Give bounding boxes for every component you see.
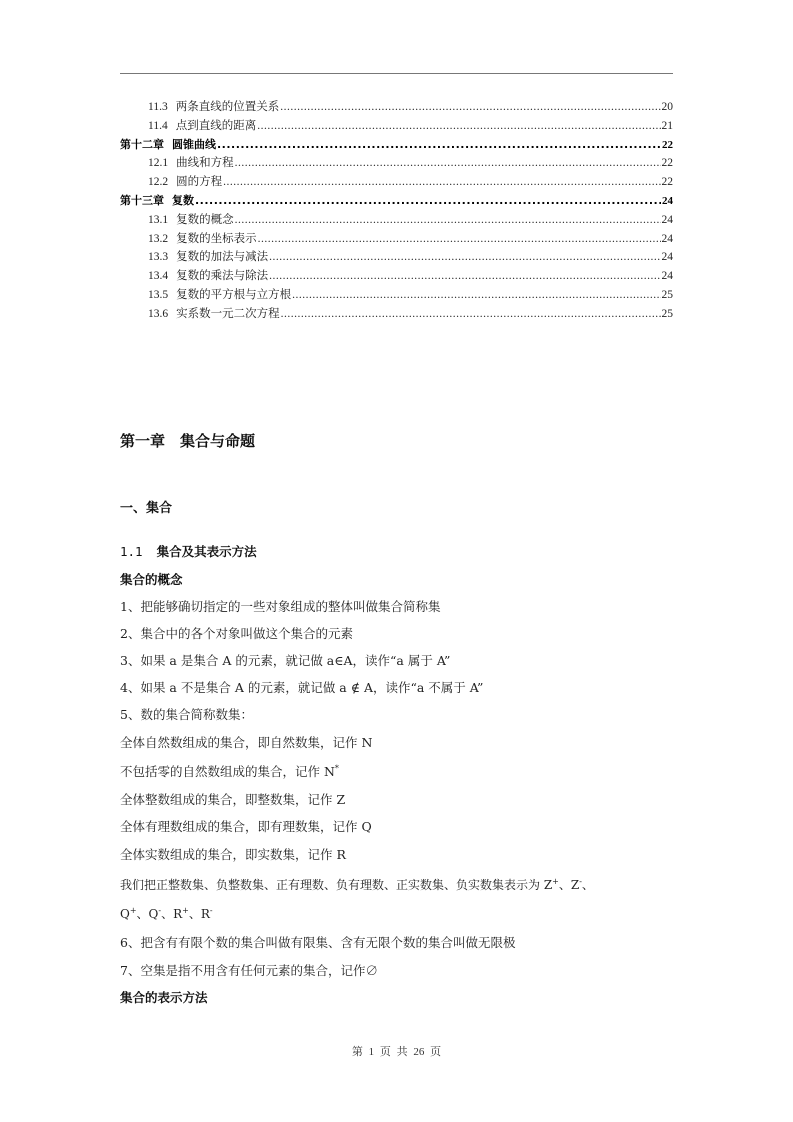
toc-entry[interactable] [120, 98, 673, 117]
r-symbol: 、R [188, 907, 210, 921]
notation-line-2 [120, 905, 213, 922]
toc-page-number: 22 [661, 176, 673, 189]
toc-title: 实系数一元二次方程 [176, 307, 280, 320]
set-line [120, 762, 339, 780]
list-item: 5、数的集合简称数集： [120, 707, 253, 722]
q-symbol: Q [120, 907, 130, 921]
toc-leader-dots [280, 101, 660, 113]
toc-title: 圆的方程 [176, 176, 223, 189]
toc-number: 13.3 [148, 251, 169, 264]
toc-leader-dots [235, 157, 661, 169]
toc-leader-dots [269, 251, 660, 263]
toc-leader-dots [217, 138, 661, 151]
toc-leader-dots [223, 176, 660, 188]
toc-title: 复数的加法与减法 [176, 251, 269, 264]
toc-number: 第十二章 [120, 137, 164, 151]
toc-page-number: 22 [661, 157, 673, 170]
toc-title: 复数的乘法与除法 [176, 270, 269, 283]
list-item: 1、把能够确切指定的一些对象组成的整体叫做集合简称集 [120, 599, 441, 614]
toc-leader-dots [269, 270, 660, 282]
r-symbol: 、R [161, 907, 183, 921]
notation-line [120, 876, 594, 893]
toc-entry[interactable] [120, 230, 673, 249]
set-line: 全体有理数组成的集合，即有理数集，记作 Q [120, 819, 372, 834]
toc-number: 第十三章 [120, 193, 164, 207]
toc-page-number: 20 [661, 101, 673, 113]
toc-title: 两条直线的位置关系 [175, 101, 280, 113]
toc-title: 曲线和方程 [176, 157, 234, 170]
toc-title: 复数的平方根与立方根 [176, 288, 292, 301]
set-line-text: 不包括零的自然数组成的集合，记作 N [120, 764, 335, 779]
toc-title: 复数 [172, 193, 194, 207]
section-heading: 一、集合 [120, 501, 173, 516]
toc-leader-dots [235, 214, 661, 226]
toc-number: 11.3 [148, 101, 168, 113]
sup-plus: + [182, 906, 189, 915]
toc-page-number: 24 [662, 194, 673, 207]
notation-text: 我们把正整数集、负整数集、正有理数、负有理数、正实数集、负实数集表示为 Z [120, 878, 553, 892]
toc-page-number: 25 [661, 307, 673, 320]
toc-number: 13.2 [148, 232, 169, 245]
sup-minus: - [209, 906, 213, 915]
toc-entry[interactable] [120, 248, 673, 267]
sup-plus: + [552, 877, 559, 886]
set-line: 全体整数组成的集合，即整数集，记作 Z [120, 792, 346, 807]
list-item: 3、如果 a 是集合 A 的元素，就记做 a∈A，读作“a 属于 A” [120, 653, 451, 668]
toc-entry[interactable] [120, 267, 673, 286]
toc-leader-dots [257, 120, 660, 132]
toc-leader-dots [281, 308, 661, 320]
toc-leader-dots [195, 194, 661, 207]
toc-entry[interactable] [120, 211, 673, 230]
toc-leader-dots [258, 233, 661, 245]
toc-page-number: 22 [662, 138, 673, 151]
toc-title: 复数的概念 [176, 213, 234, 226]
star-superscript: * [334, 763, 339, 773]
toc-chapter-entry[interactable] [120, 136, 673, 155]
sup-plus: + [129, 906, 137, 915]
set-line: 全体自然数组成的集合，即自然数集，记作 N [120, 735, 373, 750]
toc-entry[interactable] [120, 117, 673, 136]
subsection-title: 集合及其表示方法 [156, 544, 257, 559]
toc-page-number: 24 [661, 270, 673, 283]
representation-heading: 集合的表示方法 [120, 990, 208, 1005]
notation-end: 、 [581, 878, 594, 892]
header-rule [120, 73, 673, 74]
sup-minus: - [158, 906, 162, 915]
toc-page-number: 25 [661, 288, 673, 301]
q-symbol: 、Q [136, 907, 159, 921]
toc-title: 圆锥曲线 [172, 137, 216, 151]
toc-entry[interactable] [120, 173, 673, 192]
toc-leader-dots [292, 289, 660, 301]
concept-heading: 集合的概念 [120, 572, 183, 587]
table-of-contents [120, 98, 673, 324]
toc-page-number: 21 [661, 119, 673, 132]
subsection-number: 1.1 [120, 544, 143, 559]
toc-chapter-entry[interactable] [120, 192, 673, 211]
notation-sep: 、Z [558, 878, 580, 892]
toc-number: 13.1 [148, 213, 169, 226]
toc-number: 13.6 [148, 307, 169, 320]
page-footer: 第 1 页 共 26 页 [351, 1046, 442, 1058]
sup-minus: - [579, 877, 582, 886]
set-line: 全体实数组成的集合，即实数集，记作 R [120, 847, 346, 862]
toc-number: 12.1 [148, 157, 169, 170]
list-item: 6、把含有有限个数的集合叫做有限集、含有无限个数的集合叫做无限极 [120, 935, 516, 950]
toc-number: 11.4 [148, 119, 168, 132]
chapter-heading: 第一章 集合与命题 [120, 432, 256, 450]
toc-title: 点到直线的距离 [175, 119, 257, 132]
list-item: 2、集合中的各个对象叫做这个集合的元素 [120, 626, 353, 641]
toc-page-number: 24 [661, 213, 673, 226]
toc-entry[interactable] [120, 286, 673, 305]
toc-page-number: 24 [661, 251, 673, 264]
subsection-heading [120, 542, 257, 560]
list-item: 4、如果 a 不是集合 A 的元素，就记做 a ∉ A，读作“a 不属于 A” [120, 680, 484, 695]
list-item: 7、空集是指不用含有任何元素的集合，记作∅ [120, 963, 378, 978]
toc-entry[interactable] [120, 154, 673, 173]
toc-number: 13.4 [148, 270, 169, 283]
toc-page-number: 24 [661, 232, 673, 245]
toc-entry[interactable] [120, 305, 673, 324]
toc-number: 13.5 [148, 288, 169, 301]
toc-number: 12.2 [148, 176, 169, 189]
toc-title: 复数的坐标表示 [176, 232, 257, 245]
